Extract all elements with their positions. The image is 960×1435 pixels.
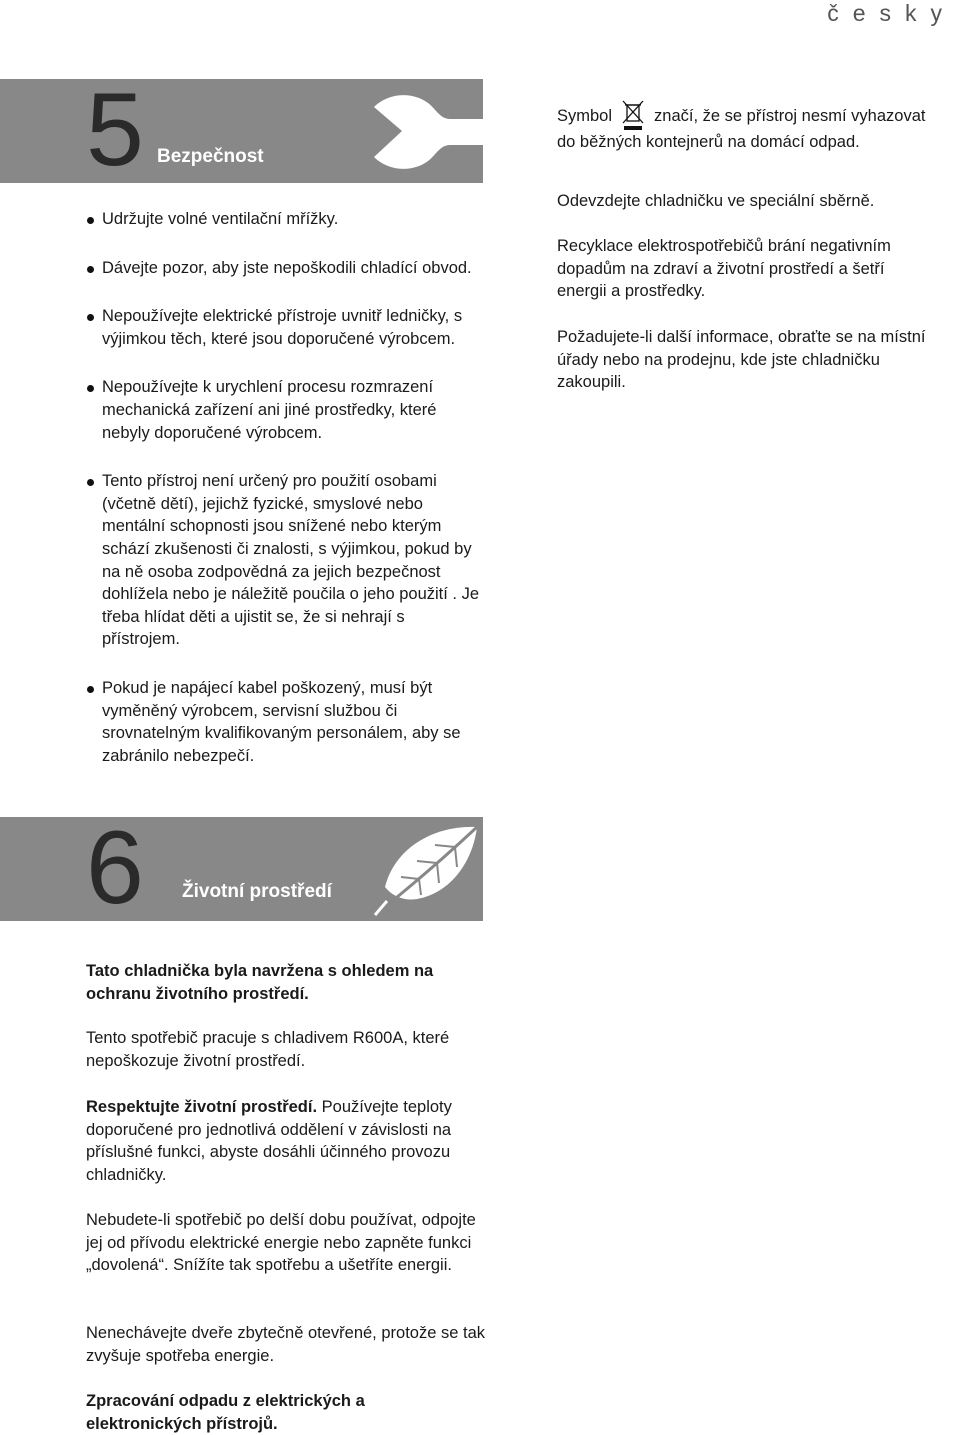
list-item: Pokud je napájecí kabel poškozený, musí být vyměněný výrobcem, servisní službou či srovnatelným kvalifikovaným personálem, aby se zabránilo nebezpečí. xyxy=(86,677,486,767)
paragraph: Odevzdejte chladničku ve speciální sběrně. xyxy=(557,192,875,210)
section-6-banner xyxy=(0,817,483,921)
paragraph xyxy=(86,1096,466,1186)
section-number: 5 xyxy=(86,79,144,183)
language-label: česky xyxy=(827,0,956,26)
section-number: 6 xyxy=(86,817,144,921)
safety-list xyxy=(86,208,486,767)
weee-symbol-text xyxy=(557,99,937,154)
leaf-icon xyxy=(365,817,483,921)
wrench-icon xyxy=(340,79,483,183)
waste-heading: Zpracování odpadu z elektrických a elektronických přístrojů. xyxy=(86,1392,365,1433)
list-item: Dávejte pozor, aby jste nepoškodili chladící obvod. xyxy=(86,257,486,280)
section-title: Bezpečnost xyxy=(157,146,264,167)
section-title: Životní prostředí xyxy=(182,881,332,902)
paragraph: Recyklace elektrospotřebičů brání negativním dopadům na zdraví a životní prostředí a šetří energii a prostředky. xyxy=(557,237,891,301)
symbol-suffix: značí, že se přístroj nesmí vyhazovat do běžných kontejnerů na domácí odpad. xyxy=(557,107,926,151)
symbol-prefix: Symbol xyxy=(557,107,613,125)
paragraph-text: Používejte teploty doporučené pro jednotlivá oddělení v závislosti na příslušné funkci, abyste dosáhli účinného provozu chladničky. xyxy=(86,1098,452,1184)
paragraph: Nenechávejte dveře zbytečně otevřené, protože se tak zvyšuje spotřeba energie. xyxy=(86,1324,485,1365)
list-item: Tento přístroj není určený pro použití osobami (včetně dětí), jejichž fyzické, smyslové nebo mentální schopnosti jsou snížené nebo kterým schází zkušenosti či znalosti, s výjimkou, pokud by na ně osoba zodpovědná za jejich bezpečnost dohlížela nebo je náležitě poučila o jeho použití . Je třeba hlídat děti a ujistit se, že si nehrají s přístrojem. xyxy=(86,470,486,651)
section-5-banner xyxy=(0,79,483,183)
paragraph: Nebudete-li spotřebič po delší dobu používat, odpojte jej od přívodu elektrické energie nebo zapněte funkci „dovolená“. Snížíte tak spotřebu a ušetříte energii. xyxy=(86,1211,476,1275)
list-item: Udržujte volné ventilační mřížky. xyxy=(86,208,486,231)
paragraph: Požadujete-li další informace, obraťte se na místní úřady nebo na prodejnu, kde jste chladničku zakoupili. xyxy=(557,328,926,392)
paragraph-bold: Respektujte životní prostředí. xyxy=(86,1098,318,1116)
crossed-out-bin-icon xyxy=(618,99,648,131)
list-item: Nepoužívejte elektrické přístroje uvnitř ledničky, s výjimkou těch, které jsou doporučené výrobcem. xyxy=(86,305,486,350)
list-item: Nepoužívejte k urychlení procesu rozmrazení mechanická zařízení ani jiné prostředky, které nebyly doporučené výrobcem. xyxy=(86,376,486,444)
paragraph: Tento spotřebič pracuje s chladivem R600A, které nepoškozuje životní prostředí. xyxy=(86,1029,450,1070)
intro-bold: Tato chladnička byla navržena s ohledem na ochranu životního prostředí. xyxy=(86,962,434,1003)
